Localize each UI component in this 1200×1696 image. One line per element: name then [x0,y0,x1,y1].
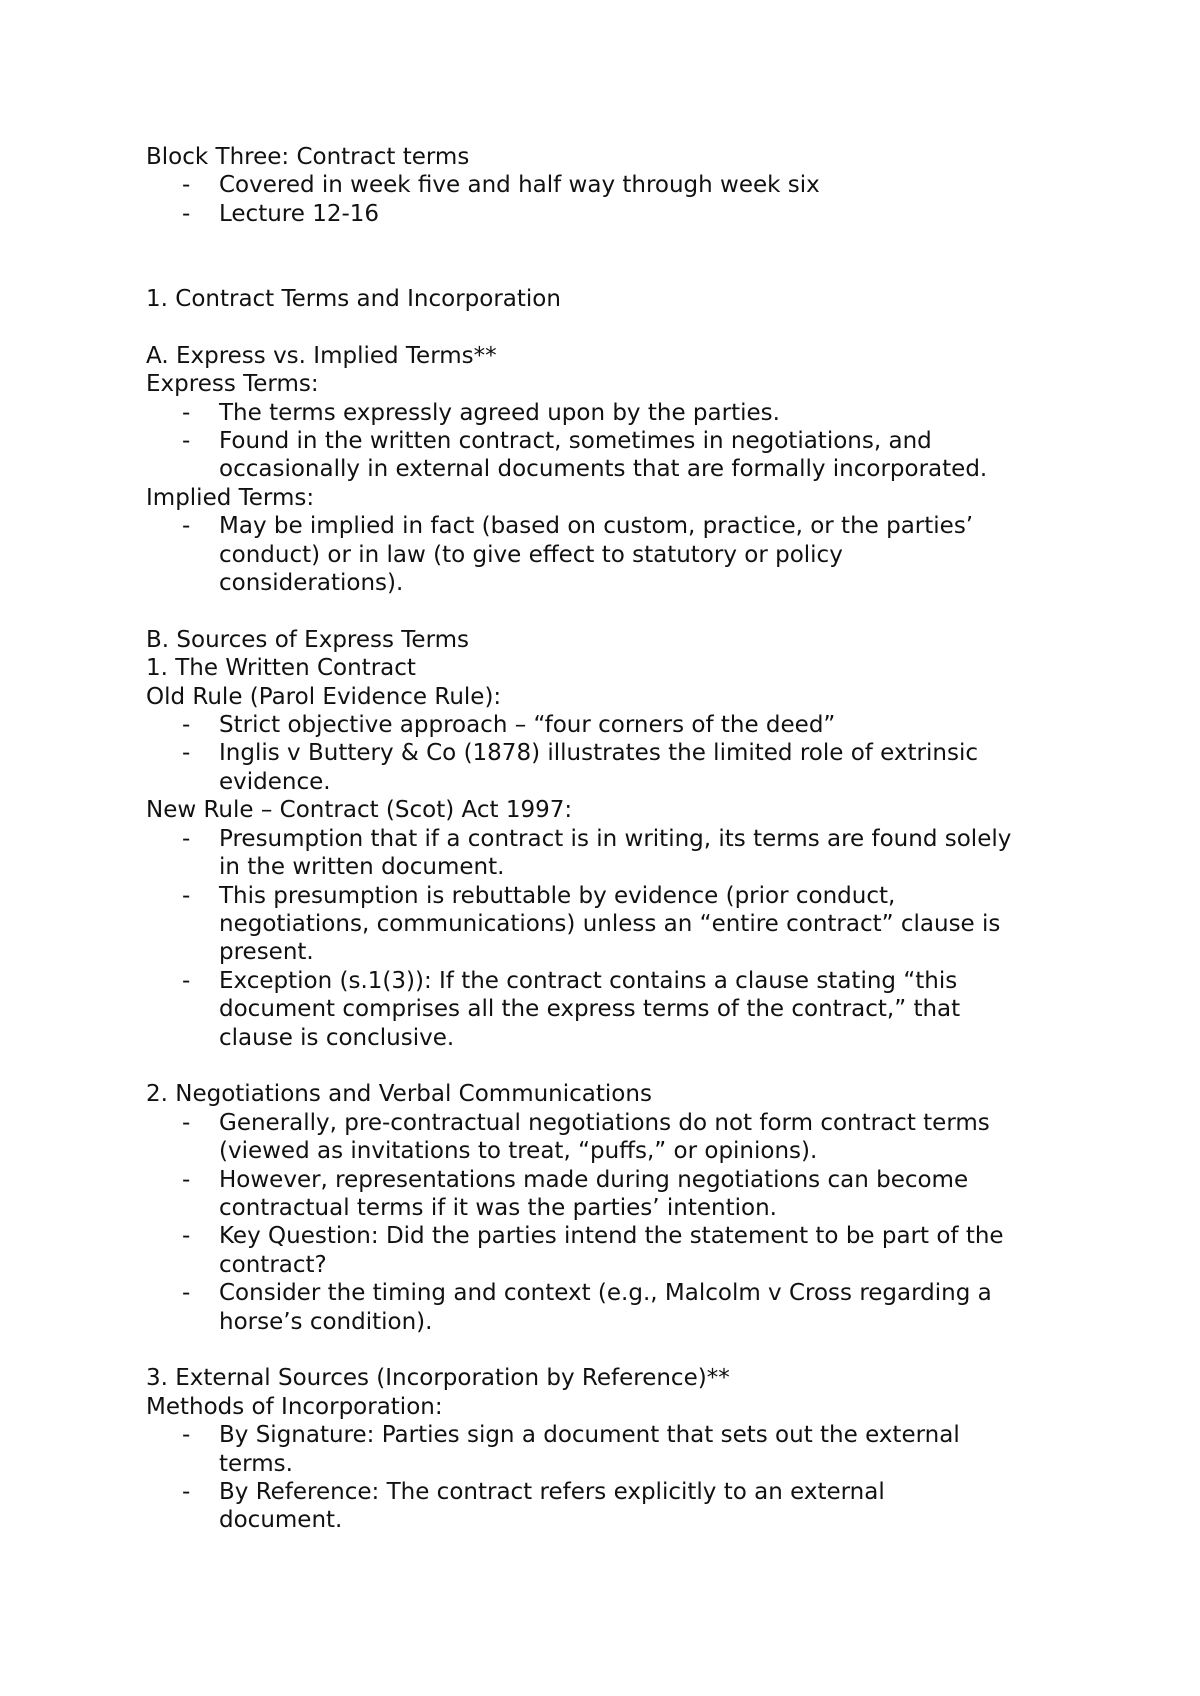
list-item: - The terms expressly agreed upon by the parties. [182,399,780,426]
spacer [146,228,1096,285]
document-page [146,143,1096,1535]
bullet-dash: - [182,399,191,426]
express-list [146,399,1096,484]
list-item: - However, representations made during negotiations can become contractual terms if it was the parties’ intention. [182,1166,969,1221]
subheading: Old Rule (Parol Evidence Rule): [146,683,502,710]
section-heading: 3. External Sources (Incorporation by Reference)** [146,1365,730,1392]
subheading: Implied Terms: [146,484,315,511]
bullet-dash: - [182,882,191,909]
bullet-dash: - [182,428,191,455]
old-rule-list [146,711,1096,796]
list-item: - Consider the timing and context (e.g., Malcolm v Cross regarding a horse’s condition). [182,1280,992,1335]
spacer [146,313,1096,341]
list-item: - By Reference: The contract refers explicitly to an external document. [182,1479,885,1534]
bullet-dash: - [182,712,191,739]
bullet-dash: - [182,200,191,227]
incorporation-list [146,1421,1096,1535]
list-item: - Presumption that if a contract is in writing, its terms are found solely in the written document. [182,825,1012,881]
bullet-dash: - [182,740,191,767]
bullet-dash: - [182,1422,191,1449]
block-list [146,171,1096,228]
negotiations-list [146,1109,1096,1336]
implied-list [146,512,1096,597]
section-heading: 2. Negotiations and Verbal Communications [146,1081,652,1108]
subheading: 1. The Written Contract [146,655,416,682]
list-item: - Strict objective approach – “four corners of the deed” [182,712,836,739]
subheading: Methods of Incorporation: [146,1393,443,1420]
bullet-dash: - [182,1223,191,1250]
bullet-dash: - [182,1109,191,1136]
list-item: - Generally, pre-contractual negotiations do not form contract terms (viewed as invitations to treat, “puffs,” or opinions). [182,1109,990,1165]
list-item: - Found in the written contract, sometimes in negotiations, and occasionally in external documents that are formally incorporated. [182,428,988,483]
list-item: - Covered in week five and half way through week six [182,172,820,199]
section-heading: B. Sources of Express Terms [146,626,470,653]
subheading: New Rule – Contract (Scot) Act 1997: [146,797,573,824]
section-heading: 1. Contract Terms and Incorporation [146,286,561,313]
list-item: - This presumption is rebuttable by evidence (prior conduct, negotiations, communications) unless an “entire contract” clause is present. [182,882,1001,966]
bullet-dash: - [182,1280,191,1307]
bullet-dash: - [182,1166,191,1193]
section-heading: A. Express vs. Implied Terms** [146,342,497,369]
bullet-dash: - [182,825,191,852]
spacer [146,597,1096,625]
bullet-dash: - [182,967,191,994]
spacer [146,1336,1096,1364]
list-item: - Exception (s.1(3)): If the contract contains a clause stating “this document comprises all the express terms of the contract,” that clause is conclusive. [182,967,961,1051]
block-title: Block Three: Contract terms [146,144,470,170]
subheading: Express Terms: [146,371,319,398]
list-item: - By Signature: Parties sign a document that sets out the external terms. [182,1422,960,1477]
bullet-dash: - [182,1479,191,1506]
new-rule-list [146,825,1096,1052]
spacer [146,1052,1096,1080]
bullet-dash: - [182,172,191,199]
bullet-dash: - [182,513,191,540]
list-item: - May be implied in fact (based on custom, practice, or the parties’ conduct) or in law (to give effect to statutory or policy considerations). [182,513,974,597]
list-item: - Key Question: Did the parties intend the statement to be part of the contract? [182,1223,1004,1278]
list-item: - Lecture 12-16 [182,200,380,227]
list-item: - Inglis v Buttery & Co (1878) illustrates the limited role of extrinsic evidence. [182,740,978,795]
